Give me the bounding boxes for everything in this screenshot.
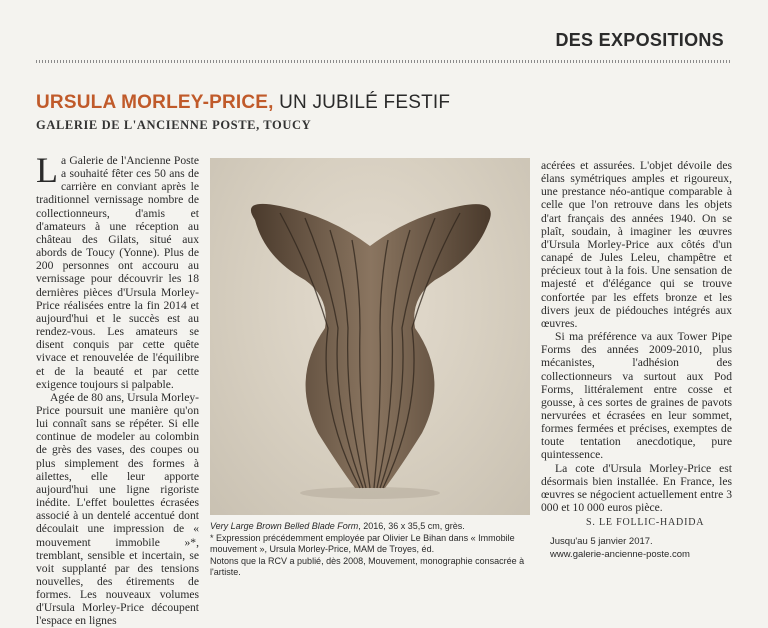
vase-illustration xyxy=(210,158,530,515)
paragraph-2: Agée de 80 ans, Ursula Morley-Price poursuit une manière qu'on lui connaît sans se répéter. Si elle continue de modeler au colombin de grès des vases, des coupes ou plus simplement des formes à ailettes, elle leur apporte aujourd'hui une ligne rigoriste inédite. L'effet boulettes écrasées associé à un dentelé accentué dont découlait une impression de « mouvement immobile »*, tremblant, sensible et incertain, se voit supplanté par des tensions nouvelles, des étirements de formes. Les nouveaux volumes d'Ursula Morley-Price découpent l'espace en lignes xyxy=(36,390,199,628)
headline-subtitle: UN JUBILÉ FESTIF xyxy=(273,92,451,113)
paragraph-5: La cote d'Ursula Morley-Price est désormais bien installée. En France, les œuvres se négocient actuellement entre 3 000 et 10 000 euros pièce. xyxy=(541,461,732,515)
headline-artist-name: URSULA MORLEY-PRICE, xyxy=(36,92,274,113)
artwork-title: Very Large Brown Belled Blade Form xyxy=(210,521,359,531)
paragraph-4: Si ma préférence va aux Tower Pipe Forms des années 2009-2010, plus mécanistes, l'adhésion des collectionneurs va surtout aux Pod Forms, littéralement entre cosse et gousse, à ces sortes de graines de pavots nervurées et écrasées en leur sommet, formes fermées et précises, exemptes de toute tentation anecdotique, pure quintessence. xyxy=(541,330,732,462)
photo-caption xyxy=(210,521,540,579)
exhibition-info xyxy=(550,536,690,561)
footnote-monograph: Notons que la RCV a publié, dès 2008, Mouvement, monographie consacrée à l'artiste. xyxy=(210,555,525,578)
article-headline xyxy=(36,92,450,114)
section-header: DES EXPOSITIONS xyxy=(555,30,724,50)
paragraph-1-text: a Galerie de l'Ancienne Poste a souhaité fêter ces 50 ans de carrière en conviant après le traditionnel vernissage nombre de collectionneurs, d'amis et d'amateurs à une réception au château des Gilats, situé aux abords de Toucy (Yonne). Plus de 200 personnes ont accouru au vernissage pour découvrir les 18 dernières pièces d'Ursula Morley-Price réalisées entre la fin 2014 et aujourd'hui et le succès est au rendez-vous. Les amateurs se disent conquis par cette quête vivace et renouvelée de l'équilibre et de la beauté et par cette exigence toujours si palpable. xyxy=(36,154,199,391)
ceramic-vase-photo xyxy=(210,158,530,515)
footnote-expression: * Expression précédemment employée par Olivier Le Bihan dans « Immobile mouvement », Ursula Morley-Price, MAM de Troyes, éd. xyxy=(210,532,515,555)
artwork-details: , 2016, 36 x 35,5 cm, grès. xyxy=(358,521,465,531)
exhibition-dates: Jusqu'au 5 janvier 2017. xyxy=(550,536,653,547)
header-rule xyxy=(36,60,732,63)
article-column-left xyxy=(36,150,199,628)
paragraph-1 xyxy=(36,150,199,391)
article-venue: GALERIE DE L'ANCIENNE POSTE, TOUCY xyxy=(36,118,312,132)
gallery-url[interactable]: www.galerie-ancienne-poste.com xyxy=(550,548,690,560)
author-signature: S. LE FOLLIC-HADIDA xyxy=(586,517,705,528)
article-column-right xyxy=(541,159,732,514)
paragraph-3: acérées et assurées. L'objet dévoile des élans symétriques amples et rigoureux, une prestance néo-antique comparable à celle que l'on retrouve dans les objets d'art français des années 1940. On se plaît, soudain, à imaginer les œuvres d'Ursula Morley-Price aux côtés d'un canapé de Jules Leleu, champêtre et précieux tout à la fois. Une sensation de majesté et d'élégance qui se trouve confortée par les effets bronze et les divers jeux de piédouches intégrés aux œuvres. xyxy=(541,159,732,330)
drop-cap: L xyxy=(36,150,58,190)
